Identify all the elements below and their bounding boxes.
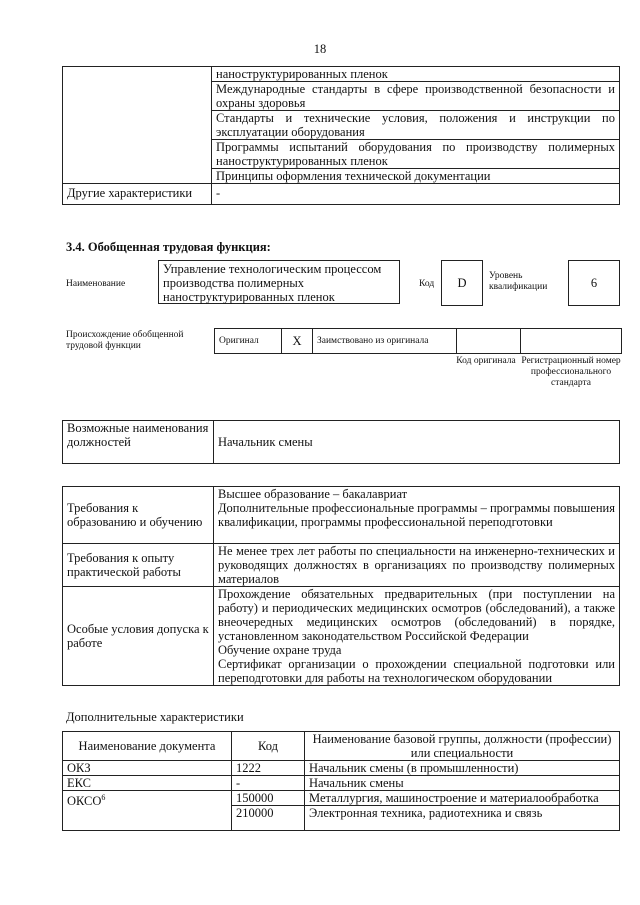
qualification-level-box: 6	[568, 260, 620, 306]
section-title: 3.4. Обобщенная трудовая функция:	[66, 240, 271, 254]
knowledge-table	[62, 66, 620, 205]
requirements-table	[62, 486, 620, 686]
header-name: Наименование базовой группы, должности (профессии) или специальности	[305, 732, 620, 761]
level-label: Уровень квалификации	[489, 271, 548, 292]
code-label: Код	[419, 279, 435, 289]
other-characteristics-value: -	[212, 184, 620, 205]
row-document: ЕКС	[63, 776, 232, 791]
row-document-text: ОКСО	[67, 794, 102, 809]
admission-line: Сертификат организации о прохождении специальной подготовки или переподготовки для работы на технологическом оборудовании	[218, 657, 615, 685]
admission-line: Обучение охране труда	[218, 643, 342, 657]
experience-label: Требования к опыту практической работы	[63, 544, 214, 587]
row-code: 1222	[232, 761, 305, 776]
origin-code-cell	[457, 329, 521, 354]
row-document	[63, 791, 232, 831]
header-code: Код	[232, 732, 305, 761]
positions-table	[62, 420, 620, 464]
admission-label: Особые условия допуска к работе	[63, 587, 214, 686]
table-row	[63, 776, 620, 791]
education-line: Высшее образование – бакалавриат	[218, 487, 408, 501]
origin-original-label: Оригинал	[215, 329, 282, 354]
origin-table	[214, 328, 622, 354]
origin-code-caption: Код оригинала	[456, 356, 516, 366]
knowledge-row: Международные стандарты в сфере производственной безопасности и охраны здоровья	[212, 82, 620, 111]
additional-title: Дополнительные характеристики	[66, 710, 244, 724]
origin-original-mark: X	[282, 329, 313, 354]
origin-label: Происхождение обобщенной трудовой функции	[66, 330, 184, 351]
function-name-box: Управление технологическим процессом производства полимерных наноструктурированных пленок	[158, 260, 400, 304]
page-number: 18	[313, 42, 327, 56]
row-name: Начальник смены	[305, 776, 620, 791]
row-code: -	[232, 776, 305, 791]
origin-borrowed-label: Заимствовано из оригинала	[313, 329, 457, 354]
experience-value: Не менее трех лет работы по специальности на инженерно-технических и руководящих должностях в организациях по производству полимерных материалов	[214, 544, 620, 587]
table-row	[63, 791, 620, 806]
knowledge-row: Стандарты и технические условия, положения и инструкции по эксплуатации оборудования	[212, 111, 620, 140]
row-code: 150000	[232, 791, 305, 806]
row-code: 210000	[232, 806, 305, 831]
knowledge-row: Принципы оформления технической документации	[212, 169, 620, 184]
positions-label: Возможные наименования должностей	[63, 421, 214, 464]
admission-value	[214, 587, 620, 686]
positions-value: Начальник смены	[214, 421, 620, 464]
knowledge-row: наноструктурированных пленок	[212, 67, 620, 82]
row-document: ОКЗ	[63, 761, 232, 776]
origin-registration-caption: Регистрационный номер профессионального стандарта	[521, 356, 621, 388]
origin-registration-cell	[521, 329, 622, 354]
knowledge-label-cell	[63, 67, 212, 184]
education-line: Дополнительные профессиональные программы – программы повышения квалификации, программы профессиональной переподготовки	[218, 501, 615, 529]
table-row	[63, 761, 620, 776]
footnote-marker: 6	[101, 793, 106, 802]
row-name: Начальник смены (в промышленности)	[305, 761, 620, 776]
function-code-box: D	[441, 260, 483, 306]
header-document: Наименование документа	[63, 732, 232, 761]
additional-table	[62, 731, 620, 831]
admission-line: Прохождение обязательных предварительных (при поступлении на работу) и периодических медицинских осмотров (обследований), а также внеочередных медицинских осмотров (обследований) в порядке, установленном законодательством Российской Федерации	[218, 587, 615, 643]
other-characteristics-label: Другие характеристики	[63, 184, 212, 205]
name-label: Наименование	[66, 279, 126, 289]
row-name: Металлургия, машиностроение и материалообработка	[305, 791, 620, 806]
row-name: Электронная техника, радиотехника и связь	[305, 806, 620, 831]
education-label: Требования к образованию и обучению	[63, 487, 214, 544]
education-value	[214, 487, 620, 544]
knowledge-row: Программы испытаний оборудования по производству полимерных наноструктурированных пленок	[212, 140, 620, 169]
